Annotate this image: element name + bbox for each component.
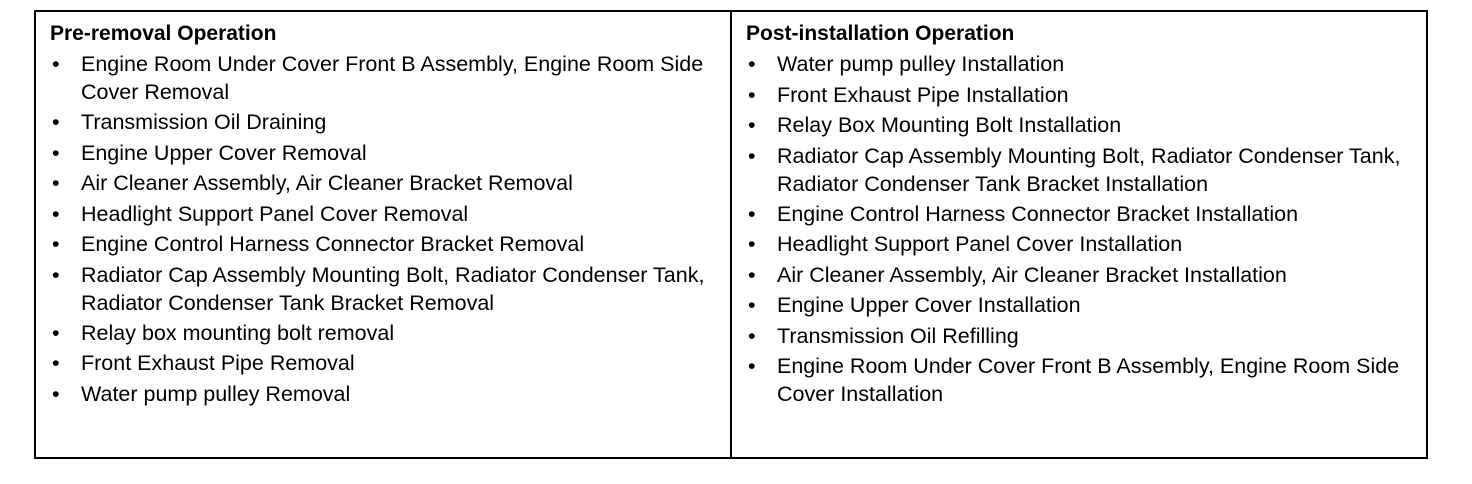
list-item: • Water pump pulley Removal xyxy=(50,380,730,409)
bullet-icon: • xyxy=(748,354,756,378)
list-item: • Water pump pulley Installation xyxy=(746,50,1426,79)
list-item: • Engine Control Harness Connector Bracket Removal xyxy=(50,230,730,259)
list-item: • Front Exhaust Pipe Removal xyxy=(50,349,730,378)
bullet-icon: • xyxy=(52,52,60,76)
bullet-icon: • xyxy=(748,113,756,137)
pre-removal-heading: Pre-removal Operation xyxy=(50,22,277,45)
list-item: • Relay box mounting bolt removal xyxy=(50,319,730,348)
operations-table xyxy=(34,10,1428,459)
bullet-icon: • xyxy=(52,140,60,165)
post-installation-heading: Post-installation Operation xyxy=(746,22,1015,45)
bullet-icon: • xyxy=(52,232,60,256)
list-item: • Front Exhaust Pipe Installation xyxy=(746,81,1426,110)
pre-removal-column xyxy=(36,12,732,457)
bullet-icon: • xyxy=(748,262,756,287)
bullet-icon: • xyxy=(52,201,60,226)
list-item: • Engine Upper Cover Removal xyxy=(50,139,730,168)
bullet-icon: • xyxy=(748,52,756,76)
post-installation-list xyxy=(746,50,1426,408)
list-item: • Relay Box Mounting Bolt Installation xyxy=(746,111,1426,140)
bullet-icon: • xyxy=(748,323,756,348)
bullet-icon: • xyxy=(748,82,756,107)
bullet-icon: • xyxy=(52,110,60,134)
list-item: • Air Cleaner Assembly, Air Cleaner Bracket Installation xyxy=(746,261,1426,290)
list-item: • Radiator Cap Assembly Mounting Bolt, Radiator Condenser Tank, Radiator Condenser Tank Bracket Removal xyxy=(52,262,705,315)
bullet-icon: • xyxy=(748,201,756,226)
list-item: • Engine Control Harness Connector Bracket Installation xyxy=(746,200,1426,229)
bullet-icon: • xyxy=(748,232,756,256)
list-item: • Air Cleaner Assembly, Air Cleaner Bracket Removal xyxy=(50,169,730,198)
bullet-icon: • xyxy=(52,320,60,345)
list-item: • Headlight Support Panel Cover Removal xyxy=(50,200,730,229)
list-item: • Transmission Oil Draining xyxy=(50,108,730,137)
pre-removal-list xyxy=(50,50,730,408)
bullet-icon: • xyxy=(748,143,756,168)
bullet-icon: • xyxy=(52,262,60,287)
list-item: • Engine Room Under Cover Front B Assembly, Engine Room Side Cover Installation xyxy=(748,354,1400,406)
list-item: • Engine Upper Cover Installation xyxy=(746,291,1426,320)
list-item: • Headlight Support Panel Cover Installation xyxy=(746,230,1426,259)
list-item: • Transmission Oil Refilling xyxy=(746,322,1426,351)
bullet-icon: • xyxy=(52,171,60,195)
bullet-icon: • xyxy=(748,293,756,317)
bullet-icon: • xyxy=(52,381,60,406)
list-item: • Engine Room Under Cover Front B Assembly, Engine Room Side Cover Removal xyxy=(52,52,704,104)
list-item: • Radiator Cap Assembly Mounting Bolt, Radiator Condenser Tank, Radiator Condenser Tank Bracket Installation xyxy=(748,143,1401,196)
bullet-icon: • xyxy=(52,351,60,375)
post-installation-column xyxy=(732,12,1426,457)
